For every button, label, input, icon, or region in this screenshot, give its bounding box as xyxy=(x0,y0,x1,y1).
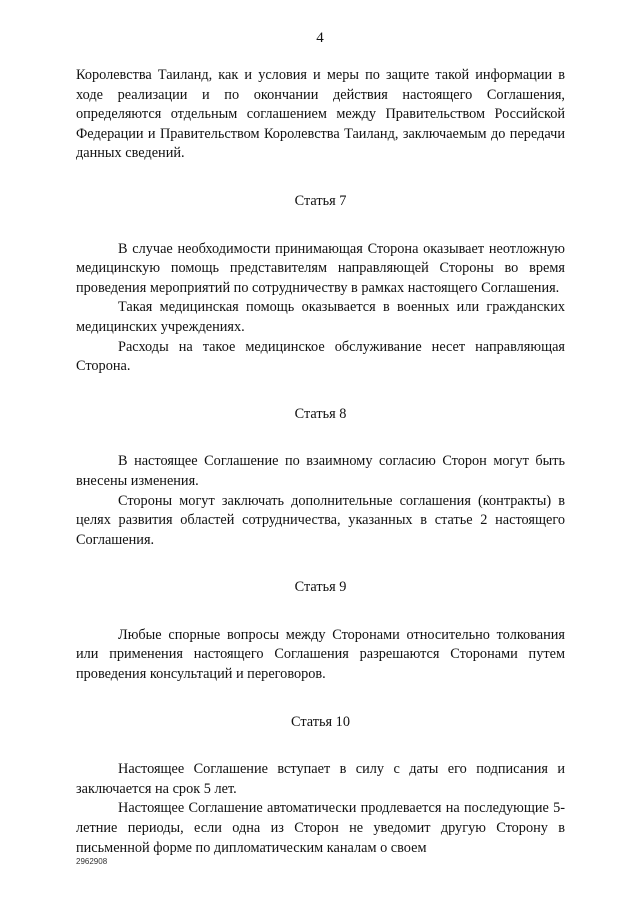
article-10-paragraph-2: Настоящее Соглашение автоматически продлевается на последующие 5-летние периоды, если одна из Сторон не уведомит другую Сторону в письменной форме по дипломатическим каналам о своем xyxy=(76,800,565,856)
document-code: 2962908 xyxy=(76,857,108,866)
intro-paragraph: Королевства Таиланд, как и условия и меры по защите такой информации в ходе реализации и по окончании действия настоящего Соглашения, определяются отдельным соглашением между Правительством Российской Федерации и Правительством Королевства Таиланд, заключаемым до передачи данных сведений. xyxy=(76,67,565,162)
article-9-paragraph-1: Любые спорные вопросы между Сторонами относительно толкования или применения настоящего Соглашения разрешаются Сторонами путем проведения консультаций и переговоров. xyxy=(76,626,565,683)
article-10-title: Статья 10 xyxy=(291,713,350,730)
page-number: 4 xyxy=(316,30,324,46)
article-10-paragraph-1: Настоящее Соглашение вступает в силу с даты его подписания и заключается на срок 5 лет. xyxy=(76,761,565,797)
article-7-paragraph-3: Расходы на такое медицинское обслуживание несет направляющая Сторона. xyxy=(76,338,565,375)
article-7-paragraph-2: Такая медицинская помощь оказывается в военных или гражданских медицинских учреждениях. xyxy=(76,299,565,335)
document-body xyxy=(76,66,565,858)
article-8-title: Статья 8 xyxy=(294,405,347,422)
article-7-paragraph-1: В случае необходимости принимающая Сторона оказывает неотложную медицинскую помощь представителям направляющей Стороны во время проведения мероприятий по сотрудничеству в рамках настоящего Соглашения. xyxy=(76,240,565,296)
article-7-title: Статья 7 xyxy=(294,192,347,209)
article-9-title: Статья 9 xyxy=(294,579,347,596)
article-8-paragraph-2: Стороны могут заключать дополнительные соглашения (контракты) в целях развития областей сотрудничества, указанных в статье 2 настоящего Соглашения. xyxy=(76,492,565,548)
article-8-paragraph-1: В настоящее Соглашение по взаимному согласию Сторон могут быть внесены изменения. xyxy=(76,453,565,489)
